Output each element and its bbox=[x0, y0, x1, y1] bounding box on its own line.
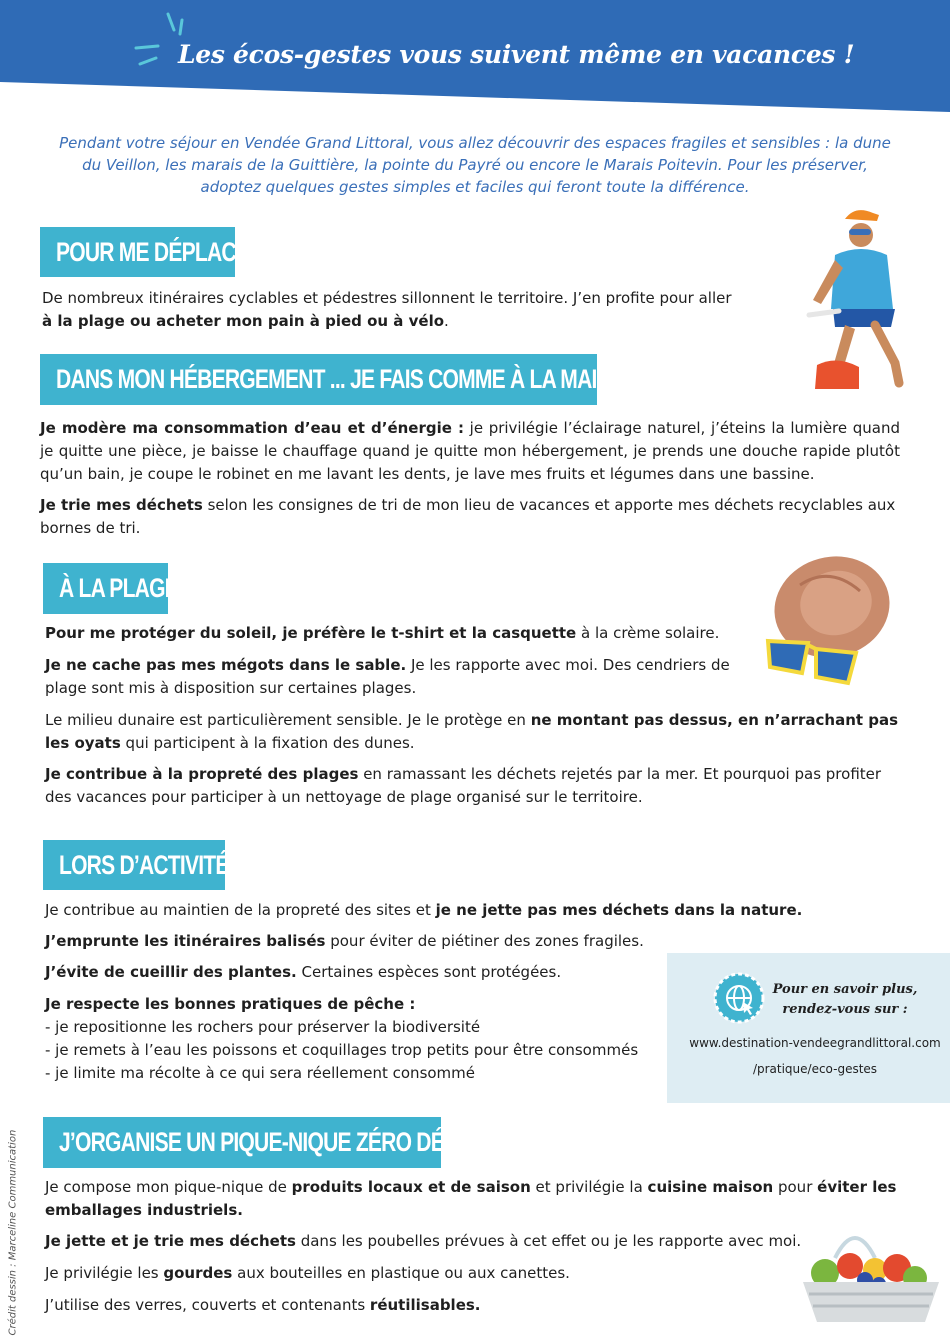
heading-a-la-plage: À LA PLAGE bbox=[43, 563, 168, 614]
piquenique-paragraph-1: Je compose mon pique-nique de produits locaux et de saison et privilégie la cuisine maison pour éviter les emballages industriels. bbox=[45, 1178, 897, 1219]
list-item: - je repositionne les rochers pour préserver la biodiversité bbox=[45, 1018, 481, 1036]
intro-paragraph: Pendant votre séjour en Vendée Grand Littoral, vous allez découvrir des espaces fragiles et sensibles : la dune du Veillon, les marais de la Guittière, la pointe du Payré ou encore le Marais Poitevin. Pour les préserver, adoptez quelques gestes simples et faciles qui feront toute la différence. bbox=[59, 134, 891, 196]
activites-paragraph-3: J’évite de cueillir des plantes. Certaines espèces sont protégées. bbox=[45, 963, 562, 981]
piquenique-paragraph-3: Je privilégie les gourdes aux bouteilles en plastique ou aux canettes. bbox=[45, 1264, 570, 1282]
piquenique-paragraph-2: Je jette et je trie mes déchets dans les poubelles prévues à cet effet ou je les rapporte avec moi. bbox=[45, 1232, 802, 1250]
info-link[interactable]: www.destination-vendeegrandlittoral.com /pratique/eco-gestes bbox=[689, 1036, 941, 1076]
heading-hebergement: DANS MON HÉBERGEMENT ... JE FAIS COMME À LA MAISON ! bbox=[40, 354, 597, 405]
list-item: - je limite ma récolte à ce qui sera réellement consommé bbox=[45, 1064, 476, 1082]
list-item: - je remets à l’eau les poissons et coquillages trop petits pour être consommés bbox=[45, 1041, 639, 1059]
hebergement-paragraph-1: Je modère ma consommation d’eau et d’énergie : je privilégie l’éclairage naturel, j’éteins la lumière quand je quitte une pièce, je baisse le chauffage quand je quitte mon hébergement, je prends une douche rapide plutôt qu’un bain, je coupe le robinet en me lavant les dents, je lave mes fruits et légumes dans une bassine. bbox=[40, 419, 900, 483]
hebergement-paragraph-2: Je trie mes déchets selon les consignes de tri de mon lieu de vacances et apporte mes déchets recyclables aux bornes de tri. bbox=[40, 496, 896, 537]
piquenique-paragraph-4: J’utilise des verres, couverts et contenants réutilisables. bbox=[45, 1296, 481, 1314]
heading-pour-me-deplacer: POUR ME DÉPLACER bbox=[40, 227, 235, 277]
plage-paragraph-4: Je contribue à la propreté des plages en ramassant les déchets rejetés par la mer. Et pourquoi pas profiter des vacances pour participer à un nettoyage de plage organisé sur le territoire. bbox=[45, 765, 882, 806]
plage-paragraph-1: Pour me protéger du soleil, je préfère le t-shirt et la casquette à la crème solaire. bbox=[45, 624, 720, 642]
picnic-basket-illustration bbox=[795, 1218, 945, 1328]
hat-sunglasses-illustration bbox=[760, 545, 900, 695]
globe-cursor-icon bbox=[713, 972, 765, 1024]
activites-paragraph-1: Je contribue au maintien de la propreté des sites et je ne jette pas mes déchets dans la nature. bbox=[45, 901, 803, 919]
heading-pique-nique: J’ORGANISE UN PIQUE-NIQUE ZÉRO DÉCHET bbox=[43, 1117, 441, 1168]
page-title: Les écos-gestes vous suivent même en vacances ! bbox=[178, 40, 855, 69]
plage-paragraph-3: Le milieu dunaire est particulièrement sensible. Je le protège en ne montant pas dessus, en n’arrachant pas les oyats qui participent à la fixation des dunes. bbox=[45, 711, 899, 752]
plage-paragraph-2: Je ne cache pas mes mégots dans le sable. Je les rapporte avec moi. Des cendriers de plage sont mis à disposition sur certaines plages. bbox=[45, 656, 730, 697]
deplacer-paragraph: De nombreux itinéraires cyclables et pédestres sillonnent le territoire. J’en profite pour aller à la plage ou acheter mon pain à pied ou à vélo. bbox=[42, 289, 732, 330]
heading-lors-d-activites: LORS D’ACTIVITÉS bbox=[43, 840, 225, 890]
info-heading: Pour en savoir plus, rendez-vous sur : bbox=[772, 982, 918, 1017]
activites-paragraph-4: Je respecte les bonnes pratiques de pêche : - je repositionne les rochers pour préserver la biodiversité - je remets à l’eau les poissons et coquillages trop petits pour être consommés - je limite ma récolte à ce qui sera réellement consommé bbox=[45, 995, 639, 1082]
activites-paragraph-2: J’emprunte les itinéraires balisés pour éviter de piétiner des zones fragiles. bbox=[45, 932, 644, 950]
cyclist-illustration bbox=[795, 205, 915, 390]
illustration-credit: Crédit dessin : Marceline Communication bbox=[7, 1129, 19, 1336]
